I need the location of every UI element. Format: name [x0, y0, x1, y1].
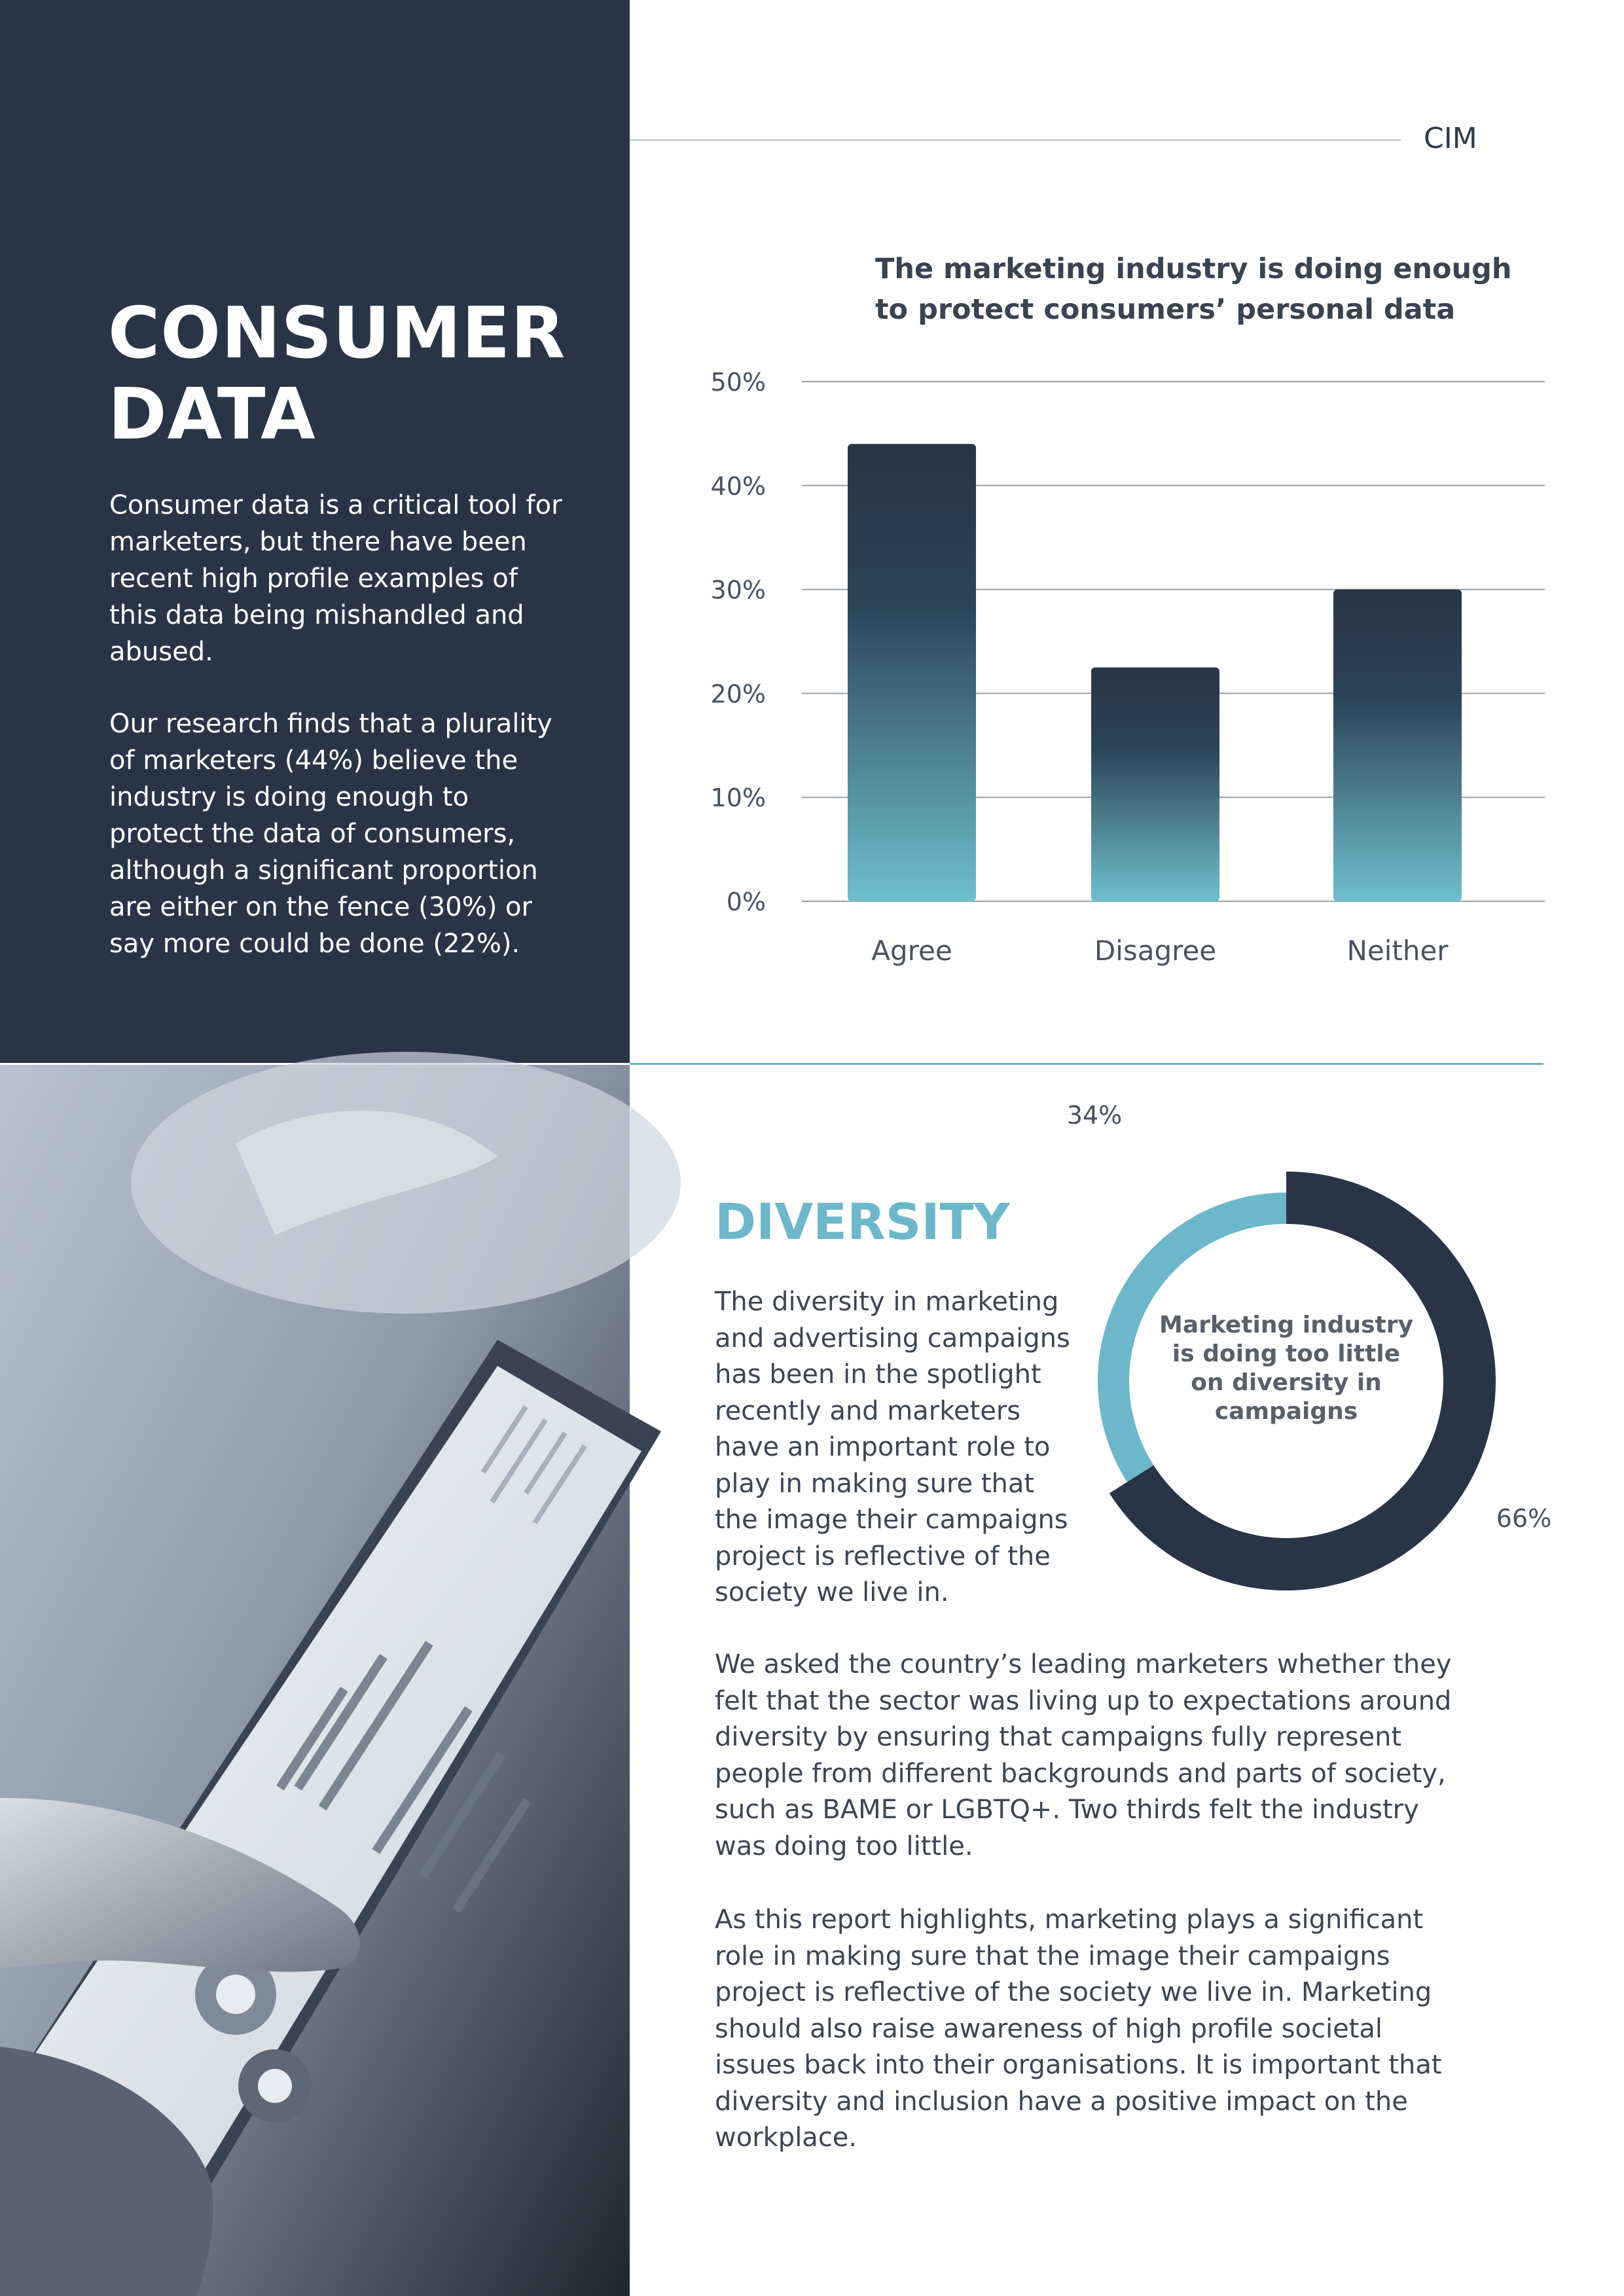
- diversity-paragraph-2: We asked the country’s leading marketers whether they felt that the sector was living up to expectations around diversity by ensuring that campaigns fully represent people from different backgrounds and parts of society, such as BAME or LGBTQ+. Two thirds felt the industry was doing too little.: [715, 1649, 1452, 1861]
- bar-chart: [694, 353, 1558, 982]
- bar-chart-bars: [848, 444, 1462, 901]
- y-tick-label: 40%: [710, 471, 766, 501]
- bar: [1091, 668, 1219, 901]
- bar-chart-categories: [871, 935, 1449, 967]
- consumer-data-paragraph-2: Our research finds that a plurality of marketers (44%) believe the industry is doing enough to protect the data of consumers, although a significant proportion are either on the fence (30%) or say more could be done (22%).: [109, 709, 552, 959]
- brand-label: CIM: [1424, 122, 1477, 155]
- consumer-data-title: CONSUMER DATA: [108, 293, 566, 456]
- section-divider: [630, 1063, 1543, 1065]
- category-label: Agree: [871, 935, 952, 967]
- donut-center-line: Marketing industry: [1159, 1312, 1413, 1338]
- category-label: Disagree: [1094, 935, 1217, 967]
- y-tick-label: 10%: [710, 783, 766, 813]
- diversity-paragraph-1: The diversity in marketing and advertising campaigns has been in the spotlight recently and marketers have an important role to play in making sure that the image their campaigns project is reflective of the society we live in.: [715, 1287, 1070, 1607]
- consumer-data-paragraph-1: Consumer data is a critical tool for marketers, but there have been recent high profile examples of this data being mishandled and abused.: [109, 490, 562, 667]
- diversity-donut-chart: [1066, 1100, 1564, 1604]
- bar-chart-ticks: [711, 368, 766, 916]
- consumer-data-panel: [0, 0, 630, 1063]
- bar: [1333, 590, 1462, 901]
- header-rule: [630, 139, 1401, 141]
- donut-center-line: is doing too little: [1172, 1340, 1401, 1367]
- y-tick-label: 20%: [710, 679, 766, 709]
- tablet-chart-photo: [0, 1065, 630, 2296]
- bar: [848, 444, 976, 901]
- y-tick-label: 50%: [710, 368, 766, 397]
- diversity-title: DIVERSITY: [715, 1193, 1010, 1251]
- category-label: Neither: [1346, 935, 1449, 967]
- bar-chart-title: The marketing industry is doing enough to protect consumers’ personal data: [875, 253, 1512, 326]
- donut-slice-label: 66%: [1496, 1504, 1552, 1534]
- y-tick-label: 30%: [710, 575, 766, 605]
- donut-center-line: on diversity in: [1191, 1369, 1382, 1396]
- y-tick-label: 0%: [726, 888, 766, 916]
- donut-center-label: [1159, 1312, 1413, 1425]
- diversity-paragraph-3: As this report highlights, marketing plays a significant role in making sure that the image their campaigns project is reflective of the society we live in. Marketing should also raise awareness of high profile societal issues back into their organisations. It is important that diversity and inclusion have a positive impact on the workplace.: [715, 1905, 1442, 2153]
- donut-slice-label: 34%: [1066, 1100, 1123, 1130]
- donut-center-line: campaigns: [1214, 1398, 1358, 1425]
